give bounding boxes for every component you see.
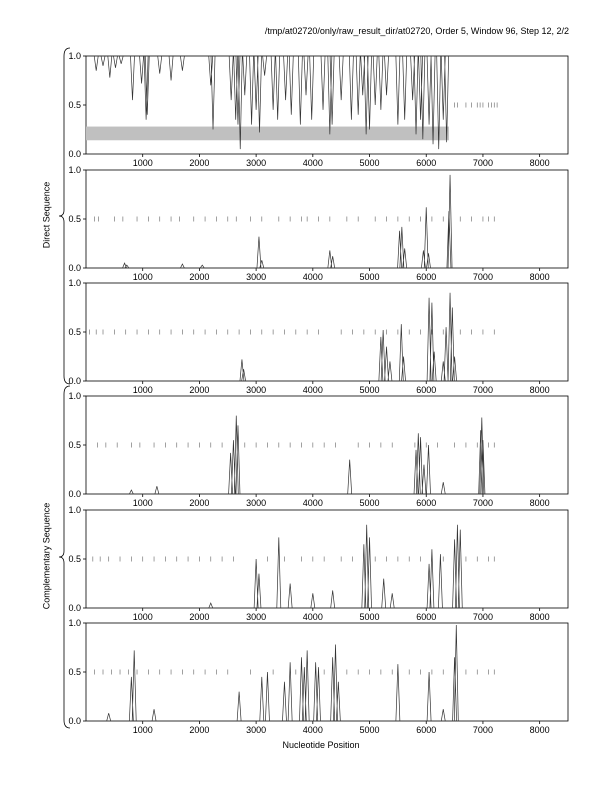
y-tick-label: 1.0: [68, 618, 81, 628]
y-tick-label: 1.0: [68, 51, 81, 61]
x-tick-label: 8000: [529, 725, 550, 735]
y-tick-label: 0.5: [68, 554, 81, 564]
x-tick-label: 3000: [246, 158, 267, 168]
x-tick-label: 5000: [359, 272, 380, 282]
x-tick-label: 7000: [472, 498, 493, 508]
y-tick-label: 0.5: [68, 214, 81, 224]
highlight-band: [86, 127, 449, 141]
trace-complementary-1: [89, 416, 565, 494]
plot-frame-complementary-3: [86, 623, 568, 721]
y-tick-label: 1.0: [68, 165, 81, 175]
page-title: /tmp/at02720/only/raw_result_dir/at02720, Order 5, Window 96, Step 12, 2/2: [264, 26, 569, 36]
x-tick-label: 4000: [302, 612, 323, 622]
x-tick-label: 6000: [416, 725, 437, 735]
y-tick-label: 0.5: [68, 440, 81, 450]
y-tick-label: 0.5: [68, 327, 81, 337]
x-tick-label: 8000: [529, 612, 550, 622]
x-tick-label: 3000: [246, 612, 267, 622]
x-tick-label: 3000: [246, 385, 267, 395]
y-tick-label: 0.0: [68, 376, 81, 386]
complementary-sequence-label: Complementary Sequence: [41, 502, 51, 610]
trace-complementary-2: [89, 525, 565, 608]
x-tick-label: 1000: [132, 498, 153, 508]
x-tick-label: 7000: [472, 385, 493, 395]
x-tick-label: 4000: [302, 498, 323, 508]
x-tick-label: 4000: [302, 158, 323, 168]
x-tick-label: 1000: [132, 725, 153, 735]
y-tick-label: 0.0: [68, 716, 81, 726]
x-axis-label: Nucleotide Position: [282, 740, 360, 750]
y-tick-label: 0.5: [68, 667, 81, 677]
x-tick-label: 2000: [189, 385, 210, 395]
x-tick-label: 5000: [359, 385, 380, 395]
x-tick-label: 3000: [246, 498, 267, 508]
x-tick-label: 6000: [416, 272, 437, 282]
trace-complementary-3: [89, 625, 565, 721]
x-tick-label: 3000: [246, 725, 267, 735]
x-tick-label: 6000: [416, 498, 437, 508]
y-tick-label: 0.0: [68, 489, 81, 499]
x-tick-label: 5000: [359, 725, 380, 735]
plot-frame-complementary-1: [86, 396, 568, 494]
x-tick-label: 8000: [529, 385, 550, 395]
x-tick-label: 2000: [189, 158, 210, 168]
x-tick-label: 6000: [416, 158, 437, 168]
x-tick-label: 4000: [302, 385, 323, 395]
plot-frame-direct-1: [86, 170, 568, 268]
x-tick-label: 4000: [302, 272, 323, 282]
plot-frame-direct-2: [86, 283, 568, 381]
x-tick-label: 7000: [472, 158, 493, 168]
x-tick-label: 1000: [132, 385, 153, 395]
x-tick-label: 7000: [472, 612, 493, 622]
x-tick-label: 2000: [189, 612, 210, 622]
x-tick-label: 5000: [359, 498, 380, 508]
x-tick-label: 7000: [472, 725, 493, 735]
y-tick-label: 0.5: [68, 100, 81, 110]
x-tick-label: 2000: [189, 272, 210, 282]
y-tick-label: 1.0: [68, 391, 81, 401]
y-tick-label: 0.0: [68, 603, 81, 613]
y-tick-label: 0.0: [68, 149, 81, 159]
x-tick-label: 5000: [359, 612, 380, 622]
x-tick-label: 5000: [359, 158, 380, 168]
direct-sequence-label: Direct Sequence: [40, 181, 51, 249]
x-tick-label: 1000: [132, 272, 153, 282]
x-tick-label: 1000: [132, 612, 153, 622]
y-tick-label: 1.0: [68, 505, 81, 515]
x-tick-label: 8000: [529, 498, 550, 508]
x-tick-label: 8000: [529, 272, 550, 282]
x-tick-label: 1000: [132, 158, 153, 168]
plot-frame-complementary-2: [86, 510, 568, 608]
trace-direct-1: [89, 175, 565, 268]
x-tick-label: 2000: [189, 725, 210, 735]
trace-direct-2: [89, 293, 565, 381]
x-tick-label: 6000: [416, 385, 437, 395]
x-tick-label: 2000: [189, 498, 210, 508]
x-tick-label: 3000: [246, 272, 267, 282]
y-tick-label: 1.0: [68, 278, 81, 288]
x-tick-label: 4000: [302, 725, 323, 735]
x-tick-label: 6000: [416, 612, 437, 622]
x-tick-label: 7000: [472, 272, 493, 282]
y-tick-label: 0.0: [68, 263, 81, 273]
x-tick-label: 8000: [529, 158, 550, 168]
